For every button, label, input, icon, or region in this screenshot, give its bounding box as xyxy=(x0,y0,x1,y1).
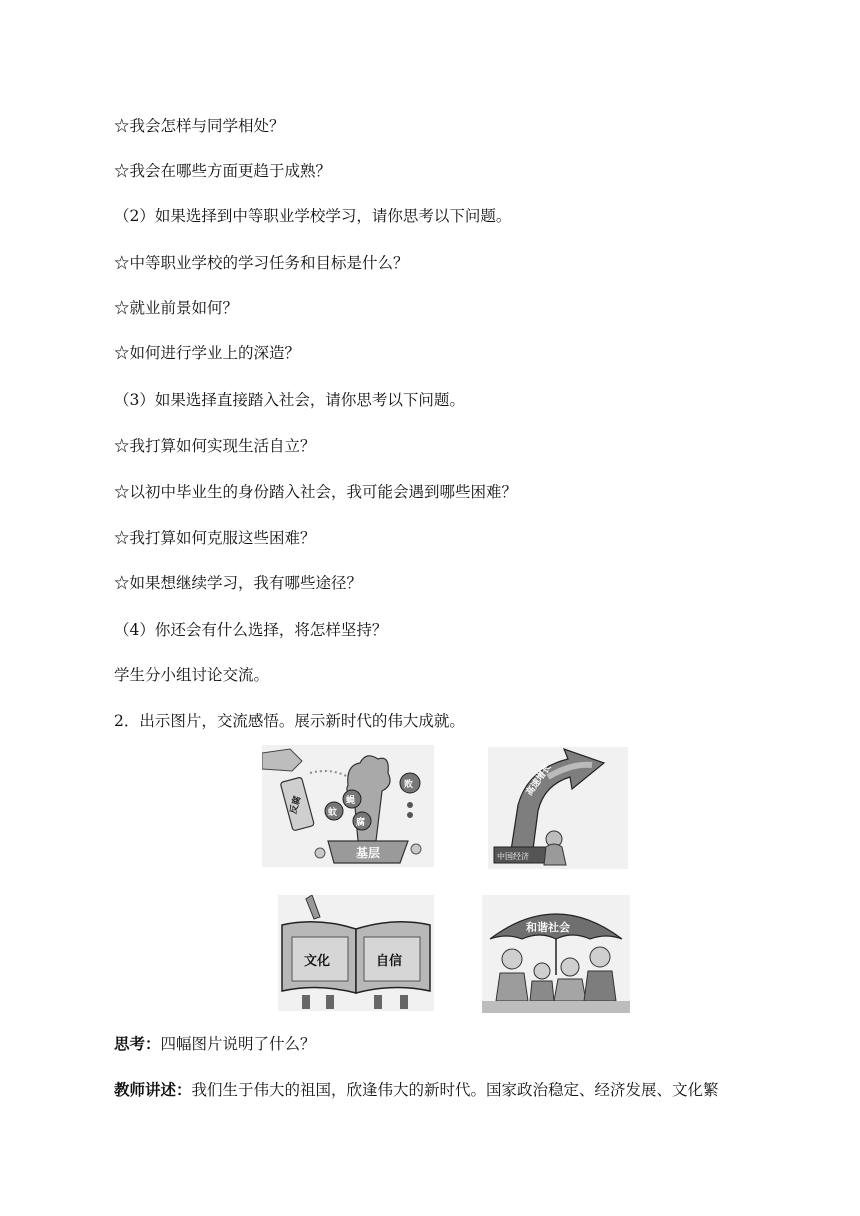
cultural-confidence-illustration xyxy=(278,895,434,1011)
teacher-label: 教师讲述： xyxy=(114,1080,192,1099)
leaf-label: 腐 xyxy=(356,818,366,828)
leaf-label: 蝇 xyxy=(346,796,356,806)
teacher-text: 我们生于伟大的祖国，欣逢伟大的新时代。国家政治稳定、经济发展、文化繁 xyxy=(191,1081,719,1099)
leaf-label: 败 xyxy=(404,780,414,790)
achievement-figure xyxy=(262,745,632,1015)
think-label: 思考： xyxy=(114,1034,161,1053)
question-line: ☆我会在哪些方面更趋于成熟？ xyxy=(114,162,332,180)
think-text: 四幅图片说明了什么？ xyxy=(160,1035,316,1053)
paragraph-line: 学生分小组讨论交流。 xyxy=(114,666,270,684)
box-label: 中国经济 xyxy=(497,852,529,861)
umbrella-label: 和谐社会 xyxy=(526,921,570,934)
economic-growth-illustration xyxy=(488,747,628,869)
harmonious-society-illustration xyxy=(482,895,630,1013)
spray-can-label: 反腐 xyxy=(288,795,304,816)
leaf-label: 蚊 xyxy=(328,808,338,818)
question-line: ☆我会怎样与同学相处？ xyxy=(114,117,285,135)
section-prompt: （3）如果选择直接踏入社会，请你思考以下问题。 xyxy=(114,391,465,409)
pot-label: 基层 xyxy=(356,846,381,860)
question-line: ☆以初中毕业生的身份踏入社会，我可能会遇到哪些困难？ xyxy=(114,483,518,501)
question-line: ☆我打算如何实现生活自立？ xyxy=(114,437,316,455)
section-prompt: （2）如果选择到中等职业学校学习，请你思考以下问题。 xyxy=(114,207,512,225)
paragraph-line: 2．出示图片，交流感悟。展示新时代的伟大成就。 xyxy=(114,712,465,730)
question-line: ☆就业前景如何？ xyxy=(114,299,239,317)
section-prompt: （4）你还会有什么选择，将怎样坚持？ xyxy=(114,621,388,639)
question-line: ☆我打算如何克服这些困难？ xyxy=(114,529,316,547)
think-question xyxy=(114,1034,316,1054)
question-line: ☆中等职业学校的学习任务和目标是什么？ xyxy=(114,254,409,272)
anti-corruption-illustration xyxy=(262,745,434,867)
teacher-statement xyxy=(114,1080,719,1100)
book-left-label: 文化 xyxy=(304,954,331,969)
book-right-label: 自信 xyxy=(376,954,403,969)
question-line: ☆如果想继续学习，我有哪些途径？ xyxy=(114,574,363,592)
arrow-label: 高速增长 xyxy=(524,762,554,798)
question-line: ☆如何进行学业上的深造？ xyxy=(114,344,301,362)
